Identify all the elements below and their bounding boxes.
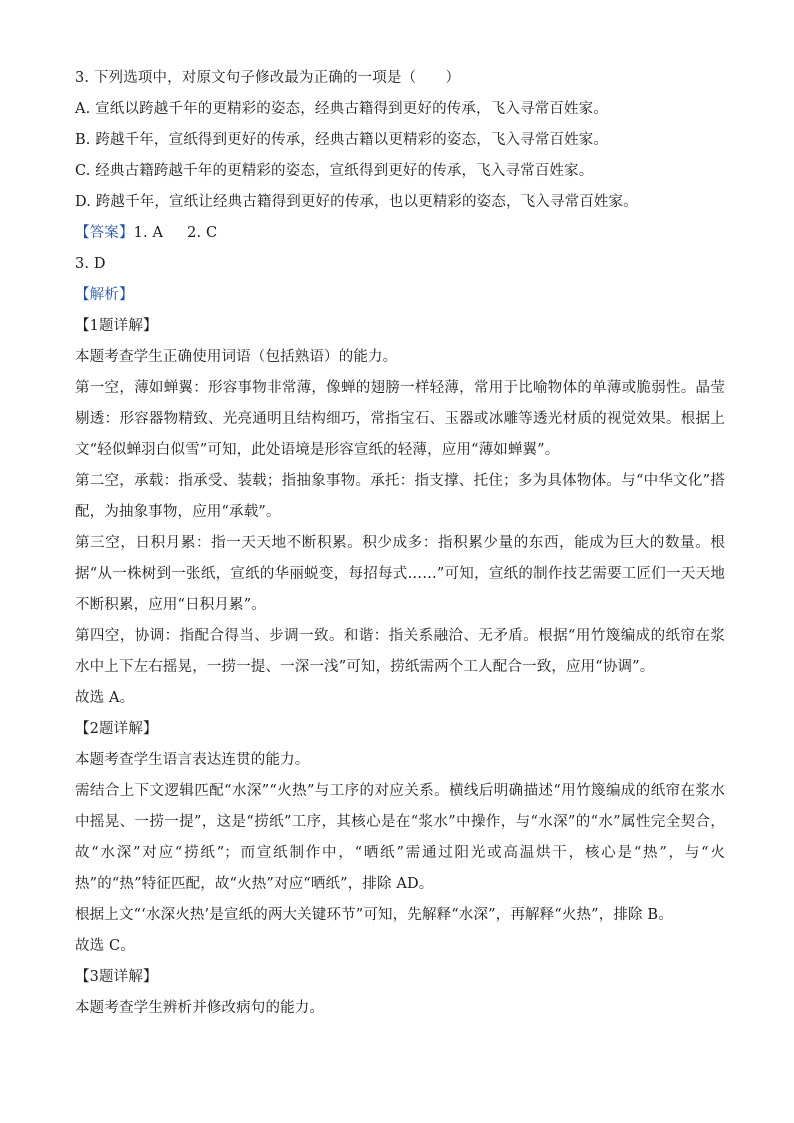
- q2-detail-title: 【2题详解】: [75, 721, 158, 737]
- q1-blank-3: 第三空，日积月累：指一天天地不断积累。积少成多：指积累少量的东西，能成为巨大的数量。根据“从一株树到一张纸，宣纸的华丽蜕变，每招每式……”可知，宣纸的制作技艺需要工匠们一天天地不断积累，应用“日积月累”。: [75, 535, 725, 613]
- answer-line: [75, 218, 725, 249]
- option-a: A. 宣纸以跨越千年的更精彩的姿态，经典古籍得到更好的传承，飞入寻常百姓家。: [75, 101, 608, 117]
- q2-paragraph-1: 需结合上下文逻辑匹配“水深”“火热”与工序的对应关系。横线后明确描述“用竹篾编成的纸帘在浆水中摇晃、一捞一提”，这是“捞纸”工序，其核心是在“浆水”中操作，与“水深”的“水”属性完全契合，故“水深”对应“捞纸”；而宣纸制作中，“晒纸”需通过阳光或高温烘干，核心是“热”，与“火热”的“热”特征匹配，故“火热”对应“晒纸”，排除 AD。: [75, 783, 725, 892]
- document-page: [75, 63, 725, 1024]
- q3-detail-title: 【3题详解】: [75, 969, 158, 985]
- question-3-stem: 3. 下列选项中，对原文句子修改最为正确的一项是（ ）: [75, 70, 461, 86]
- option-b: B. 跨越千年，宣纸得到更好的传承，经典古籍以更精彩的姿态，飞入寻常百姓家。: [75, 132, 609, 148]
- q2-paragraph-2: 根据上文“‘水深火热’是宣纸的两大关键环节”可知，先解释“水深”，再解释“火热”，排除 B。: [75, 907, 673, 923]
- q2-intro: 本题考查学生语言表达连贯的能力。: [75, 752, 310, 768]
- answer-1: 1. A: [133, 225, 164, 241]
- answer-2: 2. C: [187, 225, 218, 241]
- q1-detail-title: 【1题详解】: [75, 318, 158, 334]
- answer-3: 3. D: [75, 256, 106, 272]
- q3-intro: 本题考查学生辨析并修改病句的能力。: [75, 1000, 325, 1016]
- answer-label: 【答案】: [75, 225, 134, 241]
- q2-conclusion: 故选 C。: [75, 938, 135, 954]
- q1-blank-4: 第四空，协调：指配合得当、步调一致。和谐：指关系融洽、无矛盾。根据“用竹篾编成的纸帘在浆水中上下左右摇晃，一捞一提、一深一浅”可知，捞纸需两个工人配合一致，应用“协调”。: [75, 628, 725, 675]
- q1-blank-2: 第二空，承载：指承受、装载；指抽象事物。承托：指支撑、托住；多为具体物体。与“中华文化”搭配，为抽象事物，应用“承载”。: [75, 473, 725, 520]
- option-c: C. 经典古籍跨越千年的更精彩的姿态，宣纸得到更好的传承，飞入寻常百姓家。: [75, 163, 594, 179]
- analysis-label: 【解析】: [75, 287, 134, 303]
- q1-blank-1: 第一空，薄如蝉翼：形容事物非常薄，像蝉的翅膀一样轻薄，常用于比喻物体的单薄或脆弱性。晶莹剔透：形容器物精致、光亮通明且结构细巧，常指宝石、玉器或冰雕等透光材质的视觉效果。根据上文“轻似蝉羽白似雪”可知，此处语境是形容宣纸的轻薄，应用“薄如蝉翼”。: [75, 380, 725, 458]
- q1-conclusion: 故选 A。: [75, 690, 135, 706]
- option-d: D. 跨越千年，宣纸让经典古籍得到更好的传承，也以更精彩的姿态，飞入寻常百姓家。: [75, 194, 638, 210]
- q1-intro: 本题考查学生正确使用词语（包括熟语）的能力。: [75, 349, 398, 365]
